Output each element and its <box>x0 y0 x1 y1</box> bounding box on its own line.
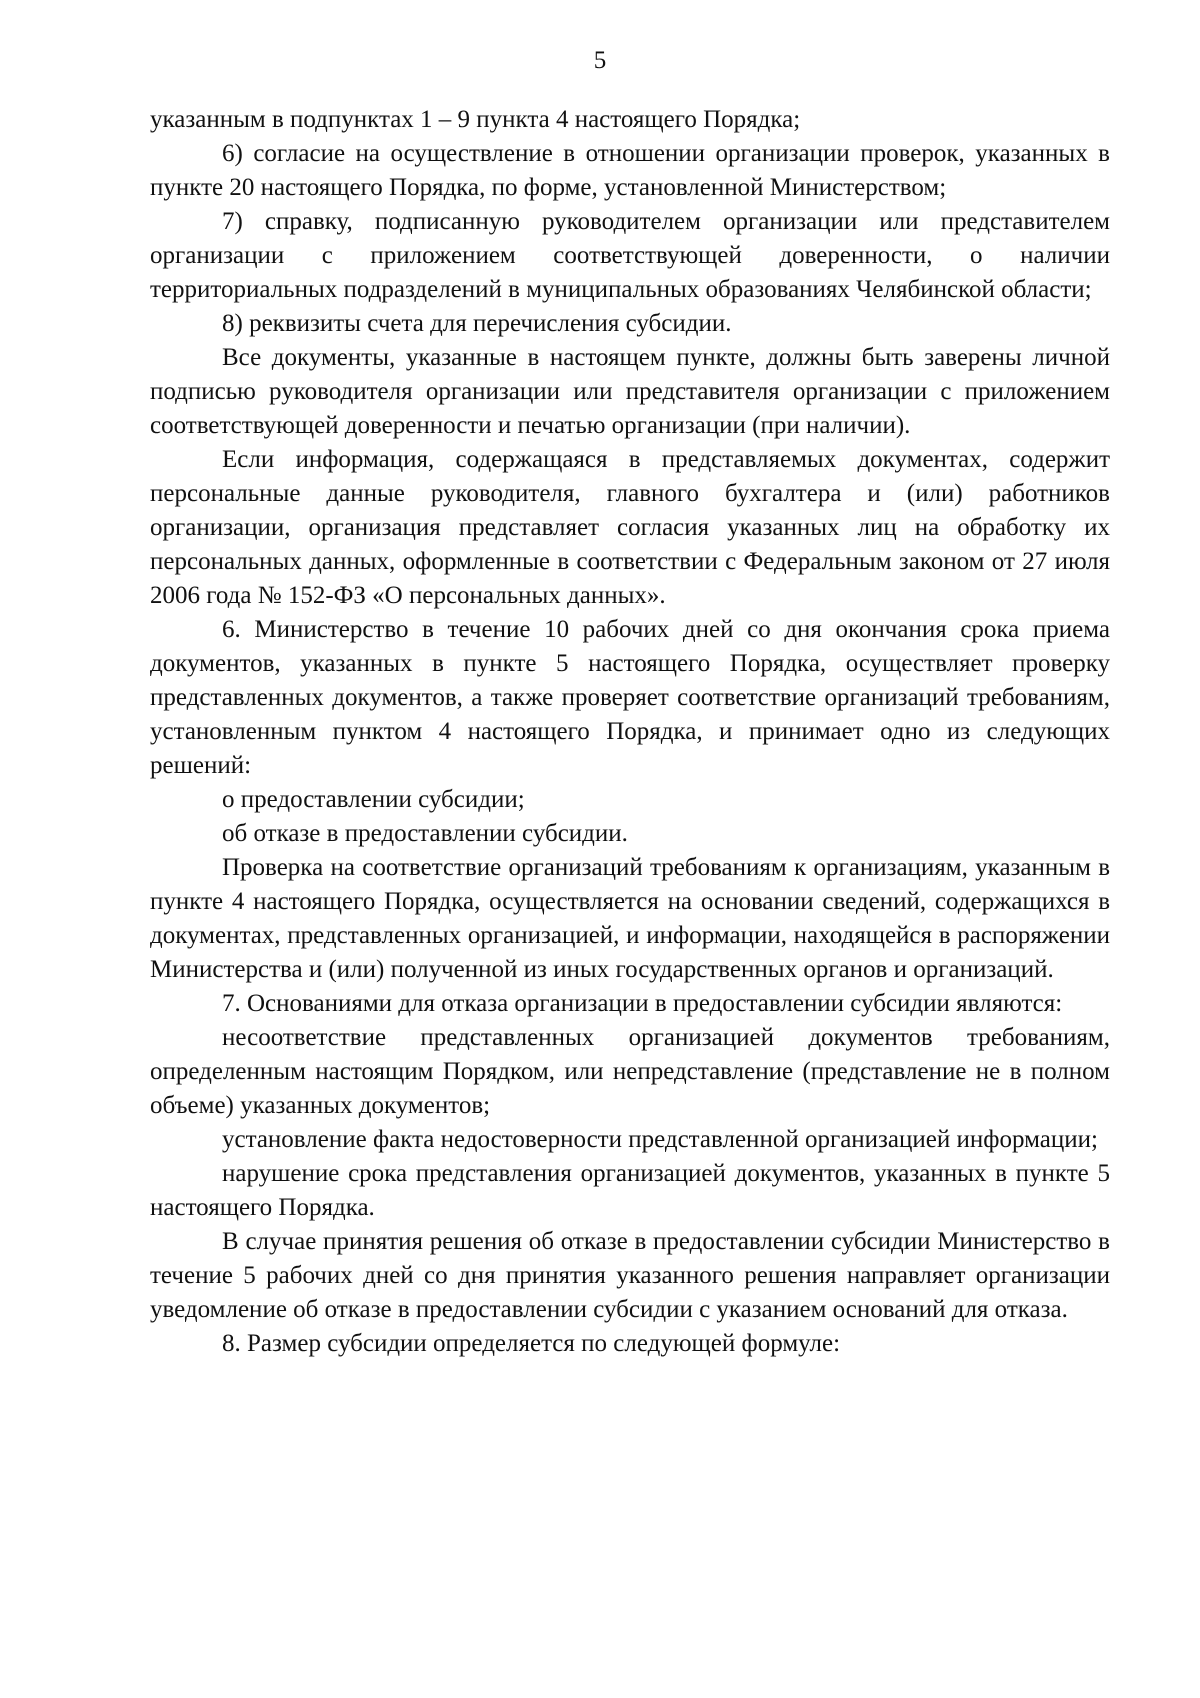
paragraph-item-6: 6) согласие на осуществление в отношении организации проверок, указанных в пункте 20 настоящего Порядка, по форме, установленной Министерством; <box>150 140 1110 201</box>
paragraph-continuation: указанным в подпунктах 1 – 9 пункта 4 настоящего Порядка; <box>150 106 801 133</box>
paragraph-refusal-reason-1: несоответствие представленных организацией документов требованиям, определенным настоящим Порядком, или непредставление (представление не в полном объеме) указанных документов; <box>150 1024 1110 1119</box>
paragraph-section-7: 7. Основаниями для отказа организации в предоставлении субсидии являются: <box>222 990 1063 1017</box>
paragraph-compliance-check: Проверка на соответствие организаций требованиям к организациям, указанным в пункте 4 настоящего Порядка, осуществляется на основании сведений, содержащихся в документах, представленных организацией, и информации, находящейся в распоряжении Министерства и (или) полученной из иных государственных органов и организаций. <box>150 854 1110 983</box>
document-body <box>150 103 1110 1361</box>
paragraph-decision-refusal: об отказе в предоставлении субсидии. <box>222 820 628 847</box>
paragraph-section-8: 8. Размер субсидии определяется по следующей формуле: <box>222 1330 841 1357</box>
paragraph-item-7: 7) справку, подписанную руководителем организации или представителем организации с приложением соответствующей доверенности, о наличии территориальных подразделений в муниципальных образованиях Челябинской области; <box>150 208 1110 303</box>
paragraph-section-6: 6. Министерство в течение 10 рабочих дней со дня окончания срока приема документов, указанных в пункте 5 настоящего Порядка, осуществляет проверку представленных документов, а также проверяет соответствие организаций требованиям, установленным пунктом 4 настоящего Порядка, и принимает одно из следующих решений: <box>150 616 1110 779</box>
paragraph-refusal-reason-2: установление факта недостоверности представленной организацией информации; <box>222 1126 1098 1153</box>
paragraph-personal-data: Если информация, содержащаяся в представляемых документах, содержит персональные данные руководителя, главного бухгалтера и (или) работников организации, организация представляет согласия указанных лиц на обработку их персональных данных, оформленные в соответствии с Федеральным законом от 27 июля 2006 года № 152-ФЗ «О персональных данных». <box>150 446 1110 609</box>
paragraph-certification: Все документы, указанные в настоящем пункте, должны быть заверены личной подписью руководителя организации или представителя организации с приложением соответствующей доверенности и печатью организации (при наличии). <box>150 344 1110 439</box>
paragraph-refusal-reason-3: нарушение срока представления организацией документов, указанных в пункте 5 настоящего Порядка. <box>150 1160 1110 1221</box>
page-number: 5 <box>593 47 607 74</box>
paragraph-item-8: 8) реквизиты счета для перечисления субсидии. <box>222 310 732 337</box>
paragraph-decision-grant: о предоставлении субсидии; <box>222 786 525 813</box>
paragraph-refusal-notice: В случае принятия решения об отказе в предоставлении субсидии Министерство в течение 5 рабочих дней со дня принятия указанного решения направляет организации уведомление об отказе в предоставлении субсидии с указанием оснований для отказа. <box>150 1228 1110 1323</box>
